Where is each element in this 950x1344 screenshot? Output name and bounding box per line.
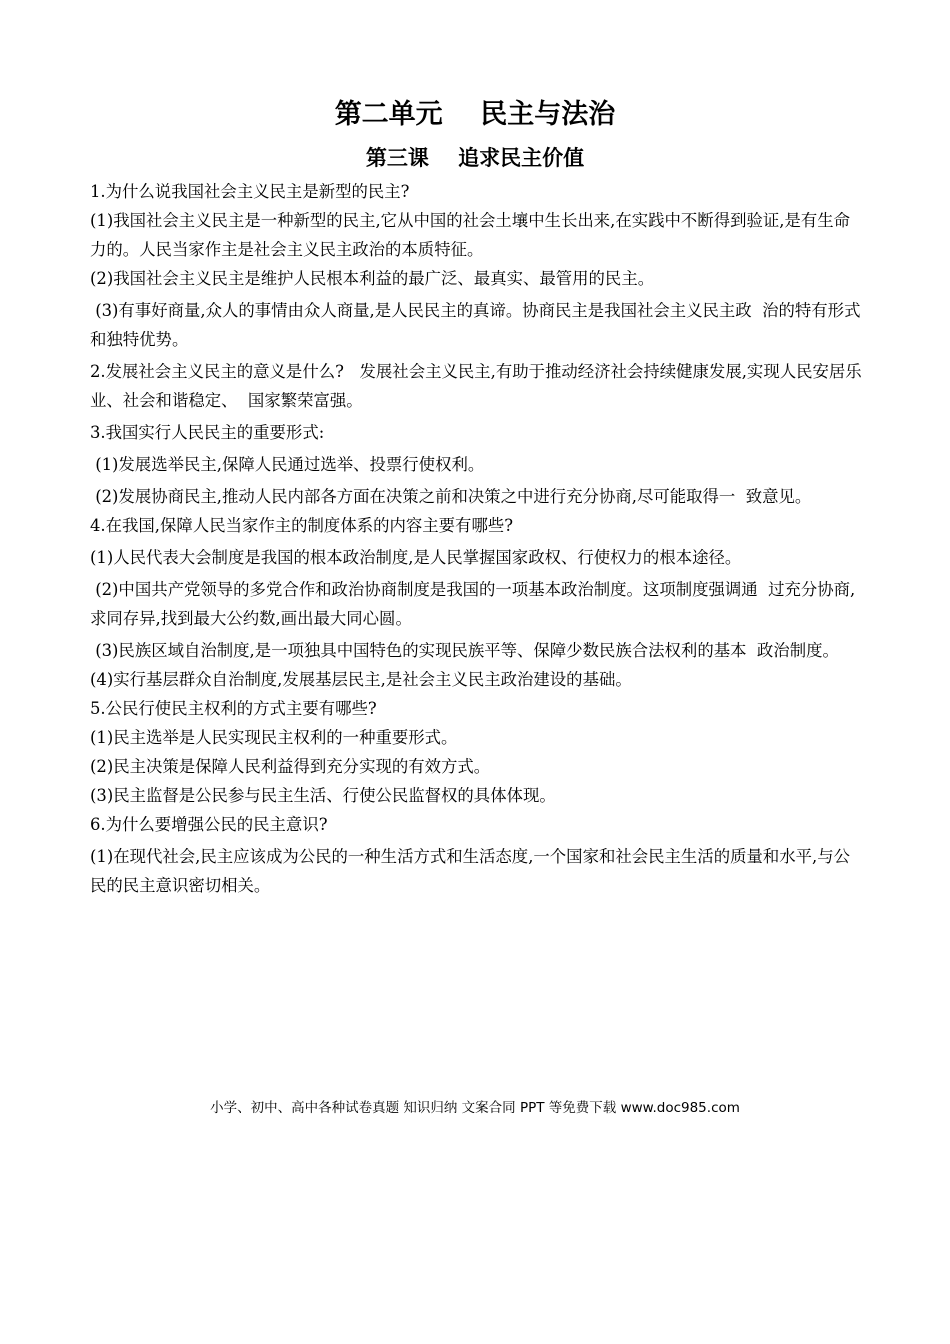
- answer-5-1: (1)民主选举是人民实现民主权利的一种重要形式。: [90, 728, 458, 747]
- document-body: [90, 177, 865, 900]
- question-1: 1.为什么说我国社会主义民主是新型的民主?: [90, 182, 410, 201]
- answer-1-3: (3)有事好商量,众人的事情由众人商量,是人民民主的真谛。协商民主是我国社会主义民主政 治的特有形式和独特优势。: [90, 301, 861, 349]
- answer-4-2: (2)中国共产党领导的多党合作和政治协商制度是我国的一项基本政治制度。这项制度强调通 过充分协商,求同存异,找到最大公约数,画出最大同心圆。: [90, 580, 856, 628]
- answer-6-1: (1)在现代社会,民主应该成为公民的一种生活方式和生活态度,一个国家和社会民主生活的质量和水平,与公民的民主意识密切相关。: [90, 847, 851, 895]
- answer-5-2: (2)民主决策是保障人民利益得到充分实现的有效方式。: [90, 757, 491, 776]
- lesson-subtitle: 第三课 追求民主价值: [365, 146, 585, 170]
- question-5: 5.公民行使民主权利的方式主要有哪些?: [90, 699, 377, 718]
- answer-3-1: (1)发展选举民主,保障人民通过选举、投票行使权利。: [90, 455, 485, 474]
- answer-4-4: (4)实行基层群众自治制度,发展基层民主,是社会主义民主政治建设的基础。: [90, 670, 632, 689]
- question-3: 3.我国实行人民民主的重要形式:: [90, 423, 325, 442]
- answer-5-3: (3)民主监督是公民参与民主生活、行使公民监督权的具体体现。: [90, 786, 556, 805]
- page-title: 第二单元 民主与法治: [334, 99, 616, 130]
- answer-3-2: (2)发展协商民主,推动人民内部各方面在决策之前和决策之中进行充分协商,尽可能取得一 致意见。: [90, 487, 812, 506]
- footer-note: 小学、初中、高中各种试卷真题 知识归纳 文案合同 PPT 等免费下载 www.doc985.com: [210, 1100, 740, 1116]
- answer-4-1: (1)人民代表大会制度是我国的根本政治制度,是人民掌握国家政权、行使权力的根本途径。: [90, 548, 742, 567]
- question-2: 2.发展社会主义民主的意义是什么? 发展社会主义民主,有助于推动经济社会持续健康发展,实现人民安居乐业、社会和谐稳定、 国家繁荣富强。: [90, 362, 862, 410]
- answer-1-2: (2)我国社会主义民主是维护人民根本利益的最广泛、最真实、最管用的民主。: [90, 269, 655, 288]
- answer-1-1: (1)我国社会主义民主是一种新型的民主,它从中国的社会土壤中生长出来,在实践中不断得到验证,是有生命力的。人民当家作主是社会主义民主政治的本质特征。: [90, 211, 851, 259]
- question-6: 6.为什么要增强公民的民主意识?: [90, 815, 328, 834]
- question-4: 4.在我国,保障人民当家作主的制度体系的内容主要有哪些?: [90, 516, 514, 535]
- answer-4-3: (3)民族区域自治制度,是一项独具中国特色的实现民族平等、保障少数民族合法权利的基本 政治制度。: [90, 641, 839, 660]
